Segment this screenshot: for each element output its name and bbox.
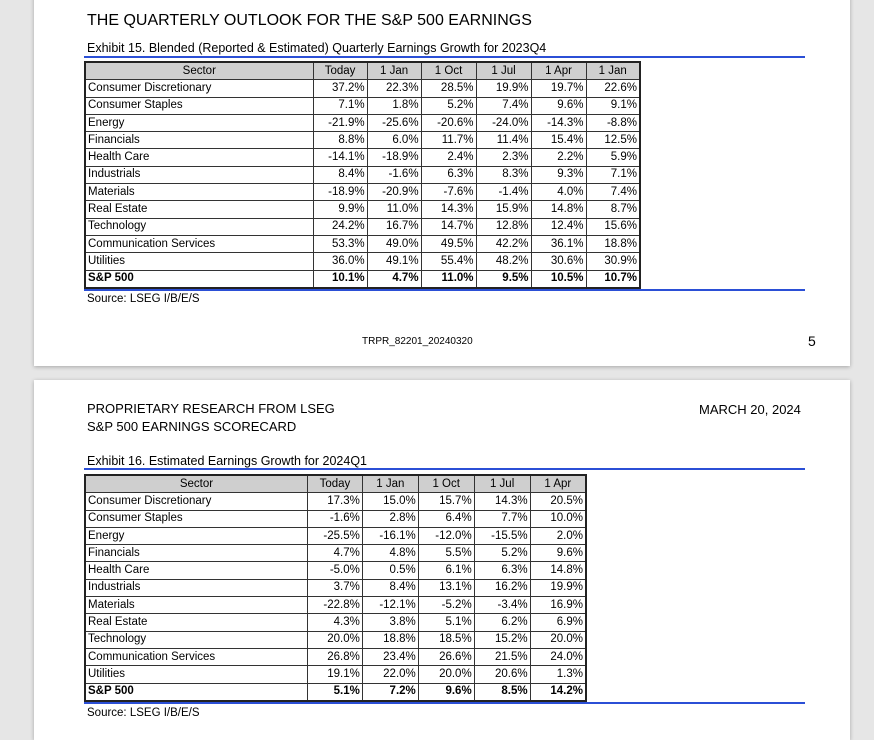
growth-value: 18.8% [586, 235, 640, 252]
growth-value: -14.1% [313, 149, 367, 166]
growth-value: 13.1% [418, 579, 474, 596]
growth-value: -5.2% [418, 597, 474, 614]
table-row [85, 253, 640, 270]
growth-value: -7.6% [421, 184, 476, 201]
growth-value: 11.7% [421, 132, 476, 149]
growth-value: 7.4% [476, 97, 531, 114]
growth-value: 36.0% [313, 253, 367, 270]
growth-value: 22.6% [586, 80, 640, 97]
growth-value: 42.2% [476, 235, 531, 252]
growth-value: -12.0% [418, 527, 474, 544]
growth-value: -15.5% [474, 527, 530, 544]
table-row [85, 166, 640, 183]
growth-value: -20.6% [421, 114, 476, 131]
growth-value: 48.2% [476, 253, 531, 270]
growth-value: 11.0% [367, 201, 421, 218]
growth-value: 22.3% [367, 80, 421, 97]
growth-value: 4.7% [307, 545, 362, 562]
column-header: Today [313, 62, 367, 80]
growth-value: 2.8% [362, 510, 418, 527]
table-row [85, 579, 586, 596]
growth-value: 7.2% [362, 683, 418, 701]
report-date: MARCH 20, 2024 [699, 402, 801, 417]
sector-name: Communication Services [85, 235, 313, 252]
document-id: TRPR_82201_20240320 [362, 336, 473, 347]
table-row [85, 235, 640, 252]
growth-value: 19.7% [531, 80, 586, 97]
exhibit-15-table [84, 61, 641, 289]
growth-value: 10.1% [313, 270, 367, 288]
column-header: 1 Jul [476, 62, 531, 80]
growth-value: 16.9% [530, 597, 586, 614]
caption-rule [84, 56, 805, 58]
document-page-5 [34, 0, 850, 366]
growth-value: 11.0% [421, 270, 476, 288]
table-header-row [85, 475, 586, 493]
growth-value: 4.0% [531, 184, 586, 201]
growth-value: 20.5% [530, 493, 586, 510]
table-row [85, 631, 586, 648]
growth-value: 14.7% [421, 218, 476, 235]
growth-value: 9.5% [476, 270, 531, 288]
column-header: 1 Oct [421, 62, 476, 80]
growth-value: 15.4% [531, 132, 586, 149]
column-header: 1 Jan [367, 62, 421, 80]
growth-value: 24.0% [530, 648, 586, 665]
source-note: Source: LSEG I/B/E/S [87, 707, 200, 719]
growth-value: 49.1% [367, 253, 421, 270]
growth-value: 1.3% [530, 666, 586, 683]
column-header: Today [307, 475, 362, 493]
growth-value: 20.6% [474, 666, 530, 683]
growth-value: -21.9% [313, 114, 367, 131]
growth-value: -25.5% [307, 527, 362, 544]
growth-value: 19.1% [307, 666, 362, 683]
sector-name: Health Care [85, 562, 307, 579]
growth-value: 16.7% [367, 218, 421, 235]
exhibit-15-caption: Exhibit 15. Blended (Reported & Estimated) Quarterly Earnings Growth for 2023Q4 [87, 41, 547, 55]
growth-value: 23.4% [362, 648, 418, 665]
table-row [85, 527, 586, 544]
table-row [85, 597, 586, 614]
growth-value: 18.5% [418, 631, 474, 648]
growth-value: -18.9% [313, 184, 367, 201]
growth-value: 5.5% [418, 545, 474, 562]
sector-name: S&P 500 [85, 270, 313, 288]
table-row [85, 218, 640, 235]
sector-name: Health Care [85, 149, 313, 166]
growth-value: 5.9% [586, 149, 640, 166]
table-row [85, 562, 586, 579]
growth-value: 8.8% [313, 132, 367, 149]
growth-value: 16.2% [474, 579, 530, 596]
page-header [87, 400, 335, 436]
column-header: 1 Apr [530, 475, 586, 493]
growth-value: -12.1% [362, 597, 418, 614]
growth-value: -20.9% [367, 184, 421, 201]
growth-value: 12.5% [586, 132, 640, 149]
growth-value: 28.5% [421, 80, 476, 97]
growth-value: 2.2% [531, 149, 586, 166]
growth-value: 2.0% [530, 527, 586, 544]
column-header-sector: Sector [85, 475, 307, 493]
growth-value: 15.7% [418, 493, 474, 510]
table-total-row [85, 683, 586, 701]
sector-name: Industrials [85, 579, 307, 596]
table-bottom-rule [84, 702, 805, 704]
growth-value: 8.4% [362, 579, 418, 596]
growth-value: 20.0% [530, 631, 586, 648]
growth-value: 3.8% [362, 614, 418, 631]
growth-value: 6.1% [418, 562, 474, 579]
growth-value: 5.2% [421, 97, 476, 114]
growth-value: 11.4% [476, 132, 531, 149]
growth-value: -14.3% [531, 114, 586, 131]
growth-value: 30.9% [586, 253, 640, 270]
sector-name: Technology [85, 631, 307, 648]
sector-name: Energy [85, 527, 307, 544]
growth-value: 4.8% [362, 545, 418, 562]
growth-value: 15.6% [586, 218, 640, 235]
growth-value: -18.9% [367, 149, 421, 166]
column-header-sector: Sector [85, 62, 313, 80]
table-row [85, 510, 586, 527]
growth-value: 8.4% [313, 166, 367, 183]
table-total-row [85, 270, 640, 288]
growth-value: 49.5% [421, 235, 476, 252]
sector-name: Technology [85, 218, 313, 235]
sector-name: Consumer Staples [85, 97, 313, 114]
column-header: 1 Jan [362, 475, 418, 493]
caption-rule [84, 468, 805, 470]
growth-value: 2.3% [476, 149, 531, 166]
sector-name: Energy [85, 114, 313, 131]
growth-value: 15.9% [476, 201, 531, 218]
growth-value: -3.4% [474, 597, 530, 614]
growth-value: 12.8% [476, 218, 531, 235]
exhibit-16-caption: Exhibit 16. Estimated Earnings Growth for 2024Q1 [87, 454, 368, 468]
growth-value: 6.3% [474, 562, 530, 579]
growth-value: 7.1% [313, 97, 367, 114]
growth-value: 8.3% [476, 166, 531, 183]
growth-value: 15.0% [362, 493, 418, 510]
column-header: 1 Oct [418, 475, 474, 493]
growth-value: -1.4% [476, 184, 531, 201]
growth-value: 20.0% [418, 666, 474, 683]
growth-value: 12.4% [531, 218, 586, 235]
sector-name: Real Estate [85, 614, 307, 631]
sector-name: Financials [85, 545, 307, 562]
growth-value: 8.5% [474, 683, 530, 701]
table-row [85, 149, 640, 166]
growth-value: 7.1% [586, 166, 640, 183]
table-row [85, 545, 586, 562]
table-bottom-rule [84, 289, 805, 291]
sector-name: Utilities [85, 666, 307, 683]
growth-value: 26.6% [418, 648, 474, 665]
sector-name: Industrials [85, 166, 313, 183]
growth-value: 9.6% [530, 545, 586, 562]
column-header: 1 Jan [586, 62, 640, 80]
growth-value: 7.7% [474, 510, 530, 527]
source-note: Source: LSEG I/B/E/S [87, 293, 200, 305]
growth-value: 1.8% [367, 97, 421, 114]
sector-name: Consumer Discretionary [85, 493, 307, 510]
growth-value: 9.9% [313, 201, 367, 218]
header-line-1: PROPRIETARY RESEARCH FROM LSEG [87, 401, 335, 416]
sector-name: Consumer Discretionary [85, 80, 313, 97]
growth-value: -5.0% [307, 562, 362, 579]
growth-value: -22.8% [307, 597, 362, 614]
growth-value: 9.3% [531, 166, 586, 183]
growth-value: 14.8% [530, 562, 586, 579]
growth-value: 17.3% [307, 493, 362, 510]
growth-value: 3.7% [307, 579, 362, 596]
growth-value: 6.2% [474, 614, 530, 631]
growth-value: 37.2% [313, 80, 367, 97]
table-row [85, 666, 586, 683]
growth-value: 0.5% [362, 562, 418, 579]
growth-value: -25.6% [367, 114, 421, 131]
sector-name: Real Estate [85, 201, 313, 218]
growth-value: 30.6% [531, 253, 586, 270]
growth-value: 24.2% [313, 218, 367, 235]
table-row [85, 132, 640, 149]
growth-value: 14.8% [531, 201, 586, 218]
table-row [85, 97, 640, 114]
table-row [85, 648, 586, 665]
growth-value: 5.1% [418, 614, 474, 631]
growth-value: -8.8% [586, 114, 640, 131]
growth-value: 19.9% [530, 579, 586, 596]
growth-value: 14.3% [421, 201, 476, 218]
sector-name: Utilities [85, 253, 313, 270]
table-row [85, 184, 640, 201]
growth-value: 20.0% [307, 631, 362, 648]
growth-value: -1.6% [367, 166, 421, 183]
growth-value: 6.0% [367, 132, 421, 149]
growth-value: 6.4% [418, 510, 474, 527]
page-title: THE QUARTERLY OUTLOOK FOR THE S&P 500 EARNINGS [87, 12, 532, 29]
column-header: 1 Apr [531, 62, 586, 80]
sector-name: Consumer Staples [85, 510, 307, 527]
growth-value: 19.9% [476, 80, 531, 97]
growth-value: 55.4% [421, 253, 476, 270]
exhibit-16-table [84, 474, 587, 702]
header-line-2: S&P 500 EARNINGS SCORECARD [87, 419, 297, 434]
growth-value: 22.0% [362, 666, 418, 683]
growth-value: 53.3% [313, 235, 367, 252]
growth-value: 21.5% [474, 648, 530, 665]
growth-value: 5.2% [474, 545, 530, 562]
growth-value: 8.7% [586, 201, 640, 218]
table-row [85, 493, 586, 510]
sector-name: Financials [85, 132, 313, 149]
growth-value: -24.0% [476, 114, 531, 131]
growth-value: 4.3% [307, 614, 362, 631]
table-row [85, 614, 586, 631]
growth-value: 7.4% [586, 184, 640, 201]
growth-value: 6.9% [530, 614, 586, 631]
growth-value: 2.4% [421, 149, 476, 166]
growth-value: -16.1% [362, 527, 418, 544]
growth-value: 9.6% [418, 683, 474, 701]
growth-value: 14.2% [530, 683, 586, 701]
sector-name: Communication Services [85, 648, 307, 665]
table-row [85, 80, 640, 97]
growth-value: 14.3% [474, 493, 530, 510]
table-row [85, 114, 640, 131]
growth-value: 6.3% [421, 166, 476, 183]
table-header-row [85, 62, 640, 80]
growth-value: 10.7% [586, 270, 640, 288]
growth-value: 26.8% [307, 648, 362, 665]
growth-value: 10.5% [531, 270, 586, 288]
column-header: 1 Jul [474, 475, 530, 493]
sector-name: Materials [85, 597, 307, 614]
growth-value: 9.1% [586, 97, 640, 114]
page-number: 5 [808, 333, 816, 349]
growth-value: 9.6% [531, 97, 586, 114]
sector-name: Materials [85, 184, 313, 201]
growth-value: 18.8% [362, 631, 418, 648]
document-page-6 [34, 380, 850, 740]
sector-name: S&P 500 [85, 683, 307, 701]
growth-value: 15.2% [474, 631, 530, 648]
table-row [85, 201, 640, 218]
growth-value: 5.1% [307, 683, 362, 701]
growth-value: 36.1% [531, 235, 586, 252]
growth-value: 10.0% [530, 510, 586, 527]
growth-value: 49.0% [367, 235, 421, 252]
growth-value: -1.6% [307, 510, 362, 527]
growth-value: 4.7% [367, 270, 421, 288]
